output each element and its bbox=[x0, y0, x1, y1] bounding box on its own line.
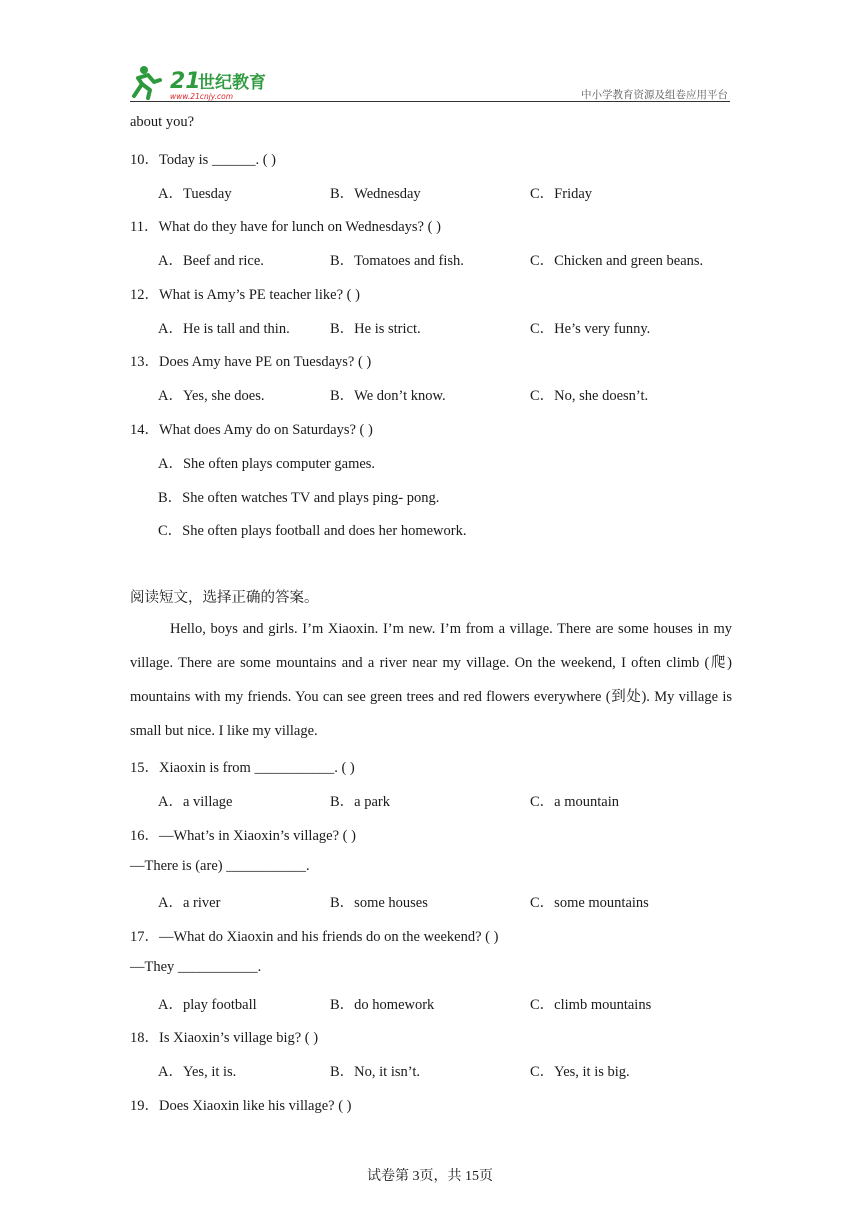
option-b: B．He is strict. bbox=[330, 321, 421, 337]
question-12: 12．What is Amy’s PE teacher like? ( ) bbox=[130, 287, 360, 303]
option-c: C．Friday bbox=[530, 186, 593, 202]
svg-text:世纪教育: 世纪教育 bbox=[198, 73, 266, 93]
option-a: A．She often plays computer games. bbox=[158, 456, 376, 472]
option-a: A．Yes, she does. bbox=[158, 388, 265, 404]
reading-passage: Hello, boys and girls. I’m Xiaoxin. I’m new. I’m from a village. There are some houses in my village. There are some mountains and a river near my village. On the weekend, I often climb (爬) mountains with my friends. You can see green trees and red flowers everywhere (到处). My village is small but nice. I like my village. bbox=[130, 621, 732, 739]
platform-name: 中小学教育资源及组卷应用平台 bbox=[581, 89, 728, 101]
option-c: C．Yes, it is big. bbox=[530, 1064, 630, 1080]
question-17-blank: —They ___________. bbox=[130, 959, 262, 975]
svg-text:www.21cnjy.com: www.21cnjy.com bbox=[170, 92, 234, 101]
svg-text:21: 21 bbox=[170, 69, 201, 94]
question-14: 14．What does Amy do on Saturdays? ( ) bbox=[130, 422, 373, 438]
option-c: C．He’s very funny. bbox=[530, 321, 651, 337]
option-b: B．She often watches TV and plays ping- pong. bbox=[158, 490, 440, 506]
option-b: B．a park bbox=[330, 794, 390, 810]
option-a: A．He is tall and thin. bbox=[158, 321, 290, 337]
question-13: 13．Does Amy have PE on Tuesdays? ( ) bbox=[130, 354, 372, 370]
option-b: B．Tomatoes and fish. bbox=[330, 253, 464, 269]
question-11: 11．What do they have for lunch on Wednesdays? ( ) bbox=[130, 219, 441, 235]
option-b: B．some houses bbox=[330, 895, 428, 911]
section-instruction: 阅读短文，选择正确的答案。 bbox=[130, 590, 319, 606]
option-a: A．play football bbox=[158, 997, 257, 1013]
page-header bbox=[130, 62, 730, 104]
question-17: 17．—What do Xiaoxin and his friends do on the weekend? ( ) bbox=[130, 929, 499, 945]
option-b: B．do homework bbox=[330, 997, 435, 1013]
question-19: 19．Does Xiaoxin like his village? ( ) bbox=[130, 1098, 352, 1114]
option-c: C．a mountain bbox=[530, 794, 620, 810]
option-c: C．climb mountains bbox=[530, 997, 652, 1013]
option-a: A．Tuesday bbox=[158, 186, 232, 202]
question-16: 16．—What’s in Xiaoxin’s village? ( ) bbox=[130, 828, 356, 844]
option-b: B．We don’t know. bbox=[330, 388, 446, 404]
question-15: 15．Xiaoxin is from ___________. ( ) bbox=[130, 760, 355, 776]
question-10: 10．Today is ______. ( ) bbox=[130, 152, 276, 168]
question-18: 18．Is Xiaoxin’s village big? ( ) bbox=[130, 1030, 319, 1046]
option-c: C．some mountains bbox=[530, 895, 649, 911]
header-divider bbox=[130, 101, 730, 102]
option-b: B．No, it isn’t. bbox=[330, 1064, 420, 1080]
option-a: A．Beef and rice. bbox=[158, 253, 264, 269]
option-b: B．Wednesday bbox=[330, 186, 421, 202]
option-c: C．No, she doesn’t. bbox=[530, 388, 649, 404]
option-a: A．a river bbox=[158, 895, 221, 911]
option-c: C．Chicken and green beans. bbox=[530, 253, 704, 269]
question-16-blank: —There is (are) ___________. bbox=[130, 858, 310, 874]
option-c: C．She often plays football and does her homework. bbox=[158, 523, 467, 539]
site-logo bbox=[130, 62, 280, 102]
option-a: A．a village bbox=[158, 794, 233, 810]
page-footer: 试卷第 3页，共 15页 bbox=[367, 1169, 493, 1184]
option-a: A．Yes, it is. bbox=[158, 1064, 237, 1080]
continued-text: about you? bbox=[130, 114, 195, 130]
